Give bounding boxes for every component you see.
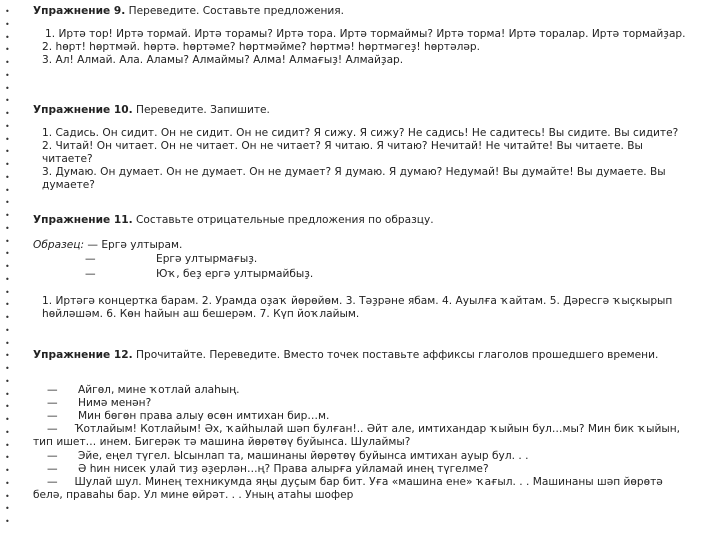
dialog-text: Айгөл, мине ҡотлай алаһың. <box>78 383 240 396</box>
exercise-title: Упражнение 12. <box>33 348 133 361</box>
bullet-marker: • <box>5 211 10 220</box>
bullet-marker: • <box>5 45 10 55</box>
dash: — <box>47 383 58 396</box>
exercise-instruction: Переведите. Составьте предложения. <box>128 5 345 17</box>
exercise-9-line: 1. Иртә тор! Иртә тормай. Иртә торамы? Иртә тора. Иртә тормаймы? Иртә торма! Иртә торалар. Иртә тормайҙар. <box>45 28 686 41</box>
bullet-marker: • <box>5 185 10 195</box>
sample-text: — Ергә ултырам. <box>87 239 183 252</box>
bullet-marker: • <box>5 19 10 29</box>
exercise-11-heading <box>33 214 693 227</box>
bullet-marker: • <box>5 478 10 488</box>
dialog-line <box>33 476 693 502</box>
bullet-marker: • <box>5 300 10 310</box>
dialog-line <box>33 397 693 410</box>
bullet-marker: • <box>5 32 10 42</box>
sample-label: Образец: <box>33 239 85 252</box>
exercise-11-task: 1. Иртәгә концертка барам. 2. Урамда оҙаҡ йөрөйөм. 3. Тәҙрәне ябам. 4. Ауылға ҡайтам. 5. Дәресгә ҡыҫкырып һөйләшәм. 6. Көн һайын аш бешерәм. 7. Күп йоҡлайым. <box>42 294 673 320</box>
bullet-marker: • <box>5 262 10 271</box>
dash: — <box>47 397 58 409</box>
dialog-line <box>33 423 693 449</box>
dialog-text: Мин бөгөн права алыу өсөн имтихан бир…м. <box>78 410 330 423</box>
bullet-marker: • <box>5 402 10 412</box>
bullet-marker: • <box>5 160 10 169</box>
document-page <box>33 5 693 502</box>
exercise-12-heading <box>33 349 693 362</box>
bullet-marker: • <box>5 58 10 67</box>
dash: — <box>47 475 58 488</box>
dialog-text: Эйе, еңел түгел. Ысынлап та, машинаны йөрөтөү буйынса имтихан ауыр бул. . . <box>78 449 529 462</box>
bullet-marker: • <box>5 351 10 361</box>
exercise-title: Упражнение 9. <box>33 5 126 17</box>
dialog-text: Ҡотлайым! Котлайым! Әх, ҡайһылай шәп булған!.. Әйт але, имтихандар ҡыйын бул…мы? Мин бик ҡыйын, тип ишет… инем. Бигерәк тә машина йөрөтөү буйынса. Шулаймы? <box>33 423 681 449</box>
bullet-marker: • <box>5 504 10 514</box>
bullet-marker: • <box>5 453 10 463</box>
exercise-instruction: Прочитайте. Переведите. Вместо точек поставьте аффиксы глаголов прошедшего времени. <box>136 348 659 361</box>
bullet-marker: • <box>5 249 10 259</box>
bullet-marker: • <box>5 134 10 144</box>
bullet-marker: • <box>5 147 10 157</box>
bullet-column <box>5 6 13 529</box>
exercise-10-line: 1. Садись. Он сидит. Он не сидит. Он не сидит? Я сижу. Я сижу? Не садись! Не садитесь! Вы сидите. Вы сидите? <box>42 126 679 139</box>
exercise-10-line: 3. Думаю. Он думает. Он не думает. Он не думает? Я думаю. Я думаю? Недумай! Вы думайте! Вы думаете. Вы думаете? <box>42 166 666 192</box>
bullet-marker: • <box>5 517 10 526</box>
bullet-marker: • <box>5 427 10 437</box>
bullet-marker: • <box>5 7 10 16</box>
sample-row <box>33 268 693 283</box>
sample-text: Юҡ, беҙ ергә ултырмайбыҙ. <box>156 267 314 280</box>
sample-row <box>33 253 693 268</box>
exercise-9-line: 2. һөрт! һөртмәй. һөртә. һөртәме? һөртмәйме? һөртмә! һөртмәгеҙ! һөртәләр. <box>42 41 480 54</box>
bullet-marker: • <box>5 491 10 501</box>
dash: — <box>85 267 96 280</box>
exercise-instruction: Составьте отрицательные предложения по образцу. <box>136 214 434 227</box>
bullet-marker: • <box>5 313 10 322</box>
dash: — <box>47 410 58 423</box>
dialog-text: Шулай шул. Минең техникумда яңы дуҫым бар бит. Уға «машина ене» ҡағыл. . . Машинаны шәп йөрөтә белә, праваһы бар. Ул мине өйрәт. . . Уның атаһы шофер <box>33 475 663 501</box>
bullet-marker: • <box>5 325 10 335</box>
bullet-marker: • <box>5 236 10 246</box>
bullet-marker: • <box>5 96 10 106</box>
bullet-marker: • <box>5 466 10 475</box>
bullet-marker: • <box>5 287 10 297</box>
exercise-instruction: Переведите. Запишите. <box>136 103 270 116</box>
dash: — <box>85 252 96 265</box>
dash: — <box>47 423 58 436</box>
exercise-10-line: 2. Читай! Он читает. Он не читает. Он не читает? Я читаю. Я читаю? Нечитай! Не читайте! Вы читаете. Вы читаете? <box>42 139 643 165</box>
bullet-marker: • <box>5 109 10 118</box>
bullet-marker: • <box>5 70 10 80</box>
dialog-text: Нимә менән? <box>78 397 152 409</box>
bullet-marker: • <box>5 440 10 450</box>
dialog-text: Ә һин нисек улай тиҙ әҙерлән…ң? Права алырға уйламай инең түгелме? <box>78 462 489 475</box>
bullet-marker: • <box>5 389 10 399</box>
bullet-marker: • <box>5 376 10 386</box>
bullet-marker: • <box>5 121 10 131</box>
exercise-9-line: 3. Ал! Алмай. Ала. Аламы? Алмаймы? Алма! Алмағыҙ! Алмайҙар. <box>42 54 404 67</box>
sample-text: Ергә ултырмағыҙ. <box>156 252 258 265</box>
dialog-line <box>33 384 693 397</box>
exercise-title: Упражнение 11. <box>33 214 133 227</box>
exercise-9-heading <box>33 5 693 18</box>
bullet-marker: • <box>5 274 10 284</box>
dialog-line <box>33 450 693 463</box>
bullet-marker: • <box>5 364 10 373</box>
bullet-marker: • <box>5 415 10 424</box>
bullet-marker: • <box>5 223 10 233</box>
sample-line <box>33 239 693 252</box>
bullet-marker: • <box>5 198 10 208</box>
bullet-marker: • <box>5 172 10 182</box>
bullet-marker: • <box>5 83 10 93</box>
dash: — <box>47 449 58 462</box>
dialog-line <box>33 410 693 423</box>
bullet-marker: • <box>5 338 10 348</box>
dash: — <box>47 462 58 475</box>
exercise-title: Упражнение 10. <box>33 103 133 116</box>
exercise-10-heading <box>33 104 693 117</box>
dialog-line <box>33 463 693 476</box>
